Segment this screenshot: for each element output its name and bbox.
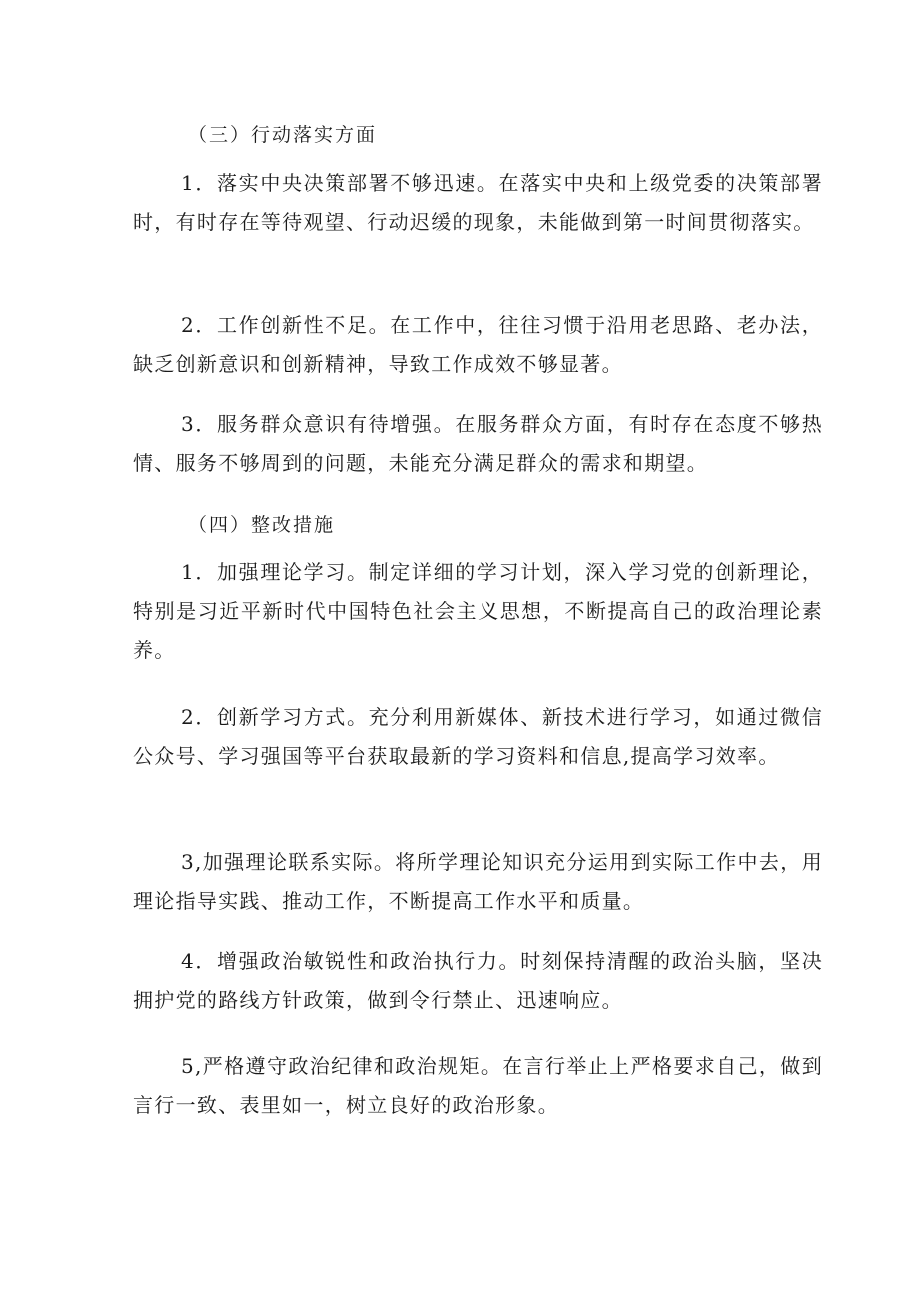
paragraph-3-1: 1．落实中央决策部署不够迅速。在落实中央和上级党委的决策部署时，有时存在等待观望、行动迟缓的现象，未能做到第一时间贯彻落实。 [133, 171, 823, 234]
paragraph-4-1: 1．加强理论学习。制定详细的学习计划，深入学习党的创新理论，特别是习近平新时代中国特色社会主义思想，不断提高自己的政治理论素养。 [133, 560, 823, 662]
paragraph-4-5: 5,严格遵守政治纪律和政治规矩。在言行举止上严格要求自己，做到言行一致、表里如一，树立良好的政治形象。 [133, 1054, 823, 1117]
paragraph-4-2: 2．创新学习方式。充分利用新媒体、新技术进行学习，如通过微信公众号、学习强国等平台获取最新的学习资料和信息,提高学习效率。 [133, 705, 823, 768]
section-heading-4: （四）整改措施 [188, 514, 336, 536]
section-heading-3: （三）行动落实方面 [188, 124, 378, 146]
paragraph-4-3: 3,加强理论联系实际。将所学理论知识充分运用到实际工作中去，用理论指导实践、推动工作，不断提高工作水平和质量。 [133, 850, 823, 913]
paragraph-3-2: 2．工作创新性不足。在工作中，往往习惯于沿用老思路、老办法，缺乏创新意识和创新精神，导致工作成效不够显著。 [133, 313, 823, 376]
paragraph-3-3: 3．服务群众意识有待增强。在服务群众方面，有时存在态度不够热情、服务不够周到的问题，未能充分满足群众的需求和期望。 [133, 412, 823, 475]
paragraph-4-4: 4．增强政治敏锐性和政治执行力。时刻保持清醒的政治头脑，坚决拥护党的路线方针政策，做到令行禁止、迅速响应。 [133, 949, 823, 1012]
